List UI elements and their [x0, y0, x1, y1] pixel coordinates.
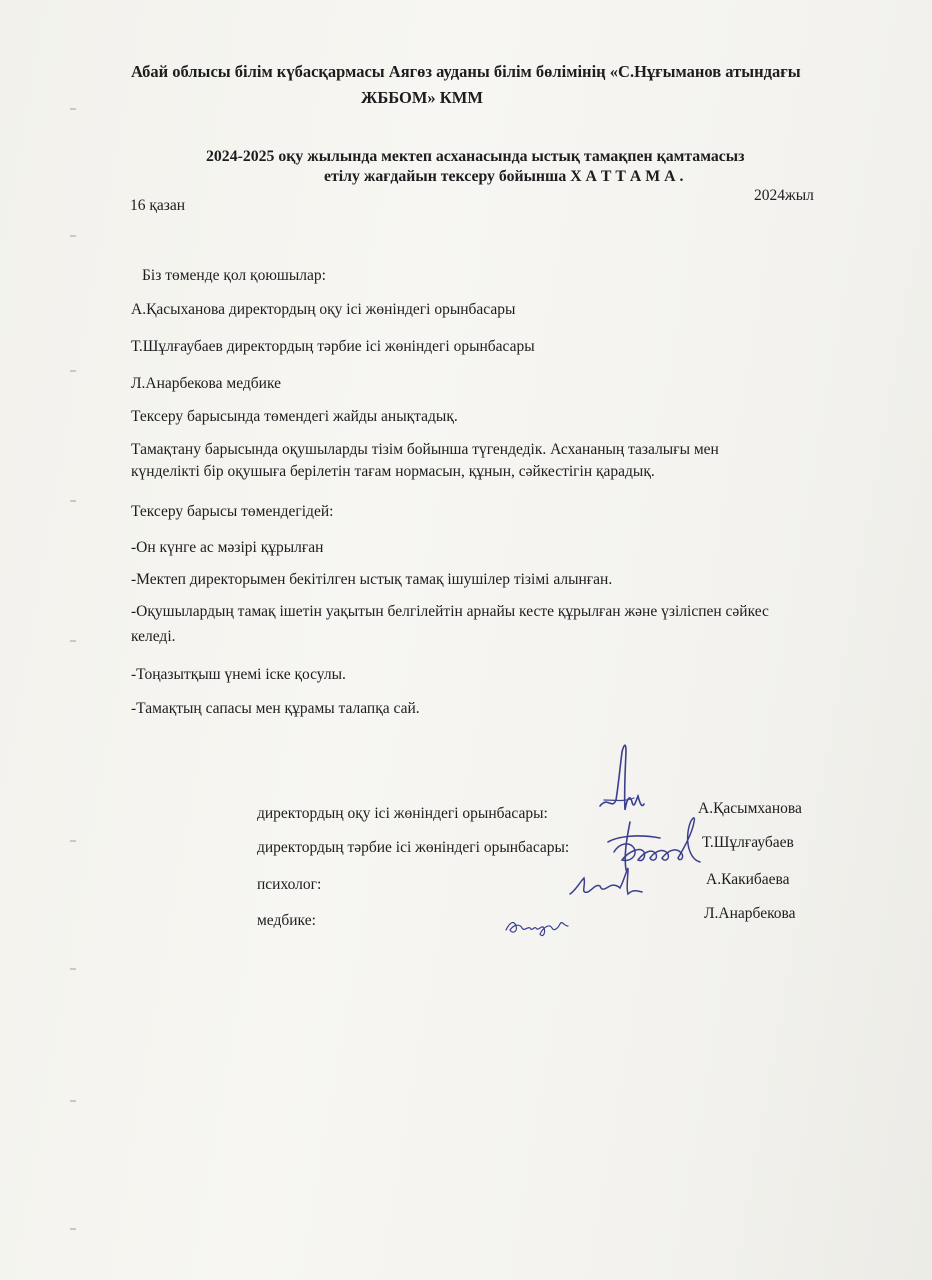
- signature-name-4: Л.Анарбекова: [704, 905, 796, 922]
- result-item-3-line-2: келеді.: [131, 628, 176, 645]
- margin-mark: [70, 640, 76, 642]
- signature-role-3: психолог:: [257, 876, 322, 893]
- organization-line-2: ЖББОМ» КММ: [361, 88, 483, 107]
- document-title-line-1: 2024-2025 оқу жылында мектеп асханасында ыстық тамақпен қамтамасыз: [206, 148, 745, 165]
- handwritten-signature-4: [502, 910, 572, 945]
- findings-intro: Тексеру барысында төмендегі жайды анықтадық.: [131, 408, 458, 425]
- result-item-5: -Тамақтың сапасы мен құрамы талапқа сай.: [131, 700, 420, 717]
- signature-name-3: А.Какибаева: [706, 871, 790, 888]
- margin-mark: [70, 235, 76, 237]
- organization-line-1: Абай облысы білім күбасқармасы Аягөз ауданы білім бөлімінің «С.Нұғыманов атындағы: [131, 62, 801, 81]
- signature-name-1: А.Қасымханова: [698, 800, 802, 817]
- paragraph-line-1: Тамақтану барысында оқушыларды тізім бойынша түгендедік. Асхананың тазалығы мен: [131, 441, 719, 458]
- results-intro: Тексеру барысы төмендегідей:: [131, 503, 334, 520]
- commission-member-2: Т.Шұлғаубаев директордың тәрбие ісі жөніндегі орынбасары: [131, 338, 535, 355]
- commission-member-1: А.Қасыханова директордың оқу ісі жөніндегі орынбасары: [131, 301, 516, 318]
- signature-role-1: директордың оқу ісі жөніндегі орынбасары:: [257, 805, 548, 822]
- result-item-3-line-1: -Оқушылардың тамақ ішетін уақытын белгілейтін арнайы кесте құрылған және үзіліспен сәйкес: [131, 603, 769, 620]
- margin-mark: [70, 968, 76, 970]
- signature-name-2: Т.Шұлғаубаев: [702, 834, 794, 851]
- margin-mark: [70, 500, 76, 502]
- margin-mark: [70, 108, 76, 110]
- margin-mark: [70, 1100, 76, 1102]
- margin-mark: [70, 840, 76, 842]
- document-date-year: 2024жыл: [754, 187, 814, 204]
- signature-role-4: медбике:: [257, 912, 316, 929]
- intro-text: Біз төменде қол қоюшылар:: [142, 267, 326, 284]
- commission-member-3: Л.Анарбекова медбике: [131, 375, 282, 392]
- margin-mark: [70, 370, 76, 372]
- result-item-2: -Мектеп директорымен бекітілген ыстық тамақ ішушілер тізімі алынған.: [131, 571, 613, 588]
- document-date-day: 16 қазан: [130, 197, 186, 214]
- result-item-4: -Тоңазытқыш үнемі іске қосулы.: [131, 666, 346, 683]
- paragraph-line-2: күнделікті бір оқушыға берілетін тағам нормасын, құнын, сәйкестігін қарадық.: [131, 463, 655, 480]
- result-item-1: -Он күнге ас мәзірі құрылған: [131, 539, 324, 556]
- signature-role-2: директордың тәрбие ісі жөніндегі орынбасары:: [257, 839, 570, 856]
- document-title-line-2: етілу жағдайын тексеру бойынша Х А Т Т А М А .: [324, 168, 684, 185]
- handwritten-signature-3: [566, 860, 646, 909]
- margin-mark: [70, 1228, 76, 1230]
